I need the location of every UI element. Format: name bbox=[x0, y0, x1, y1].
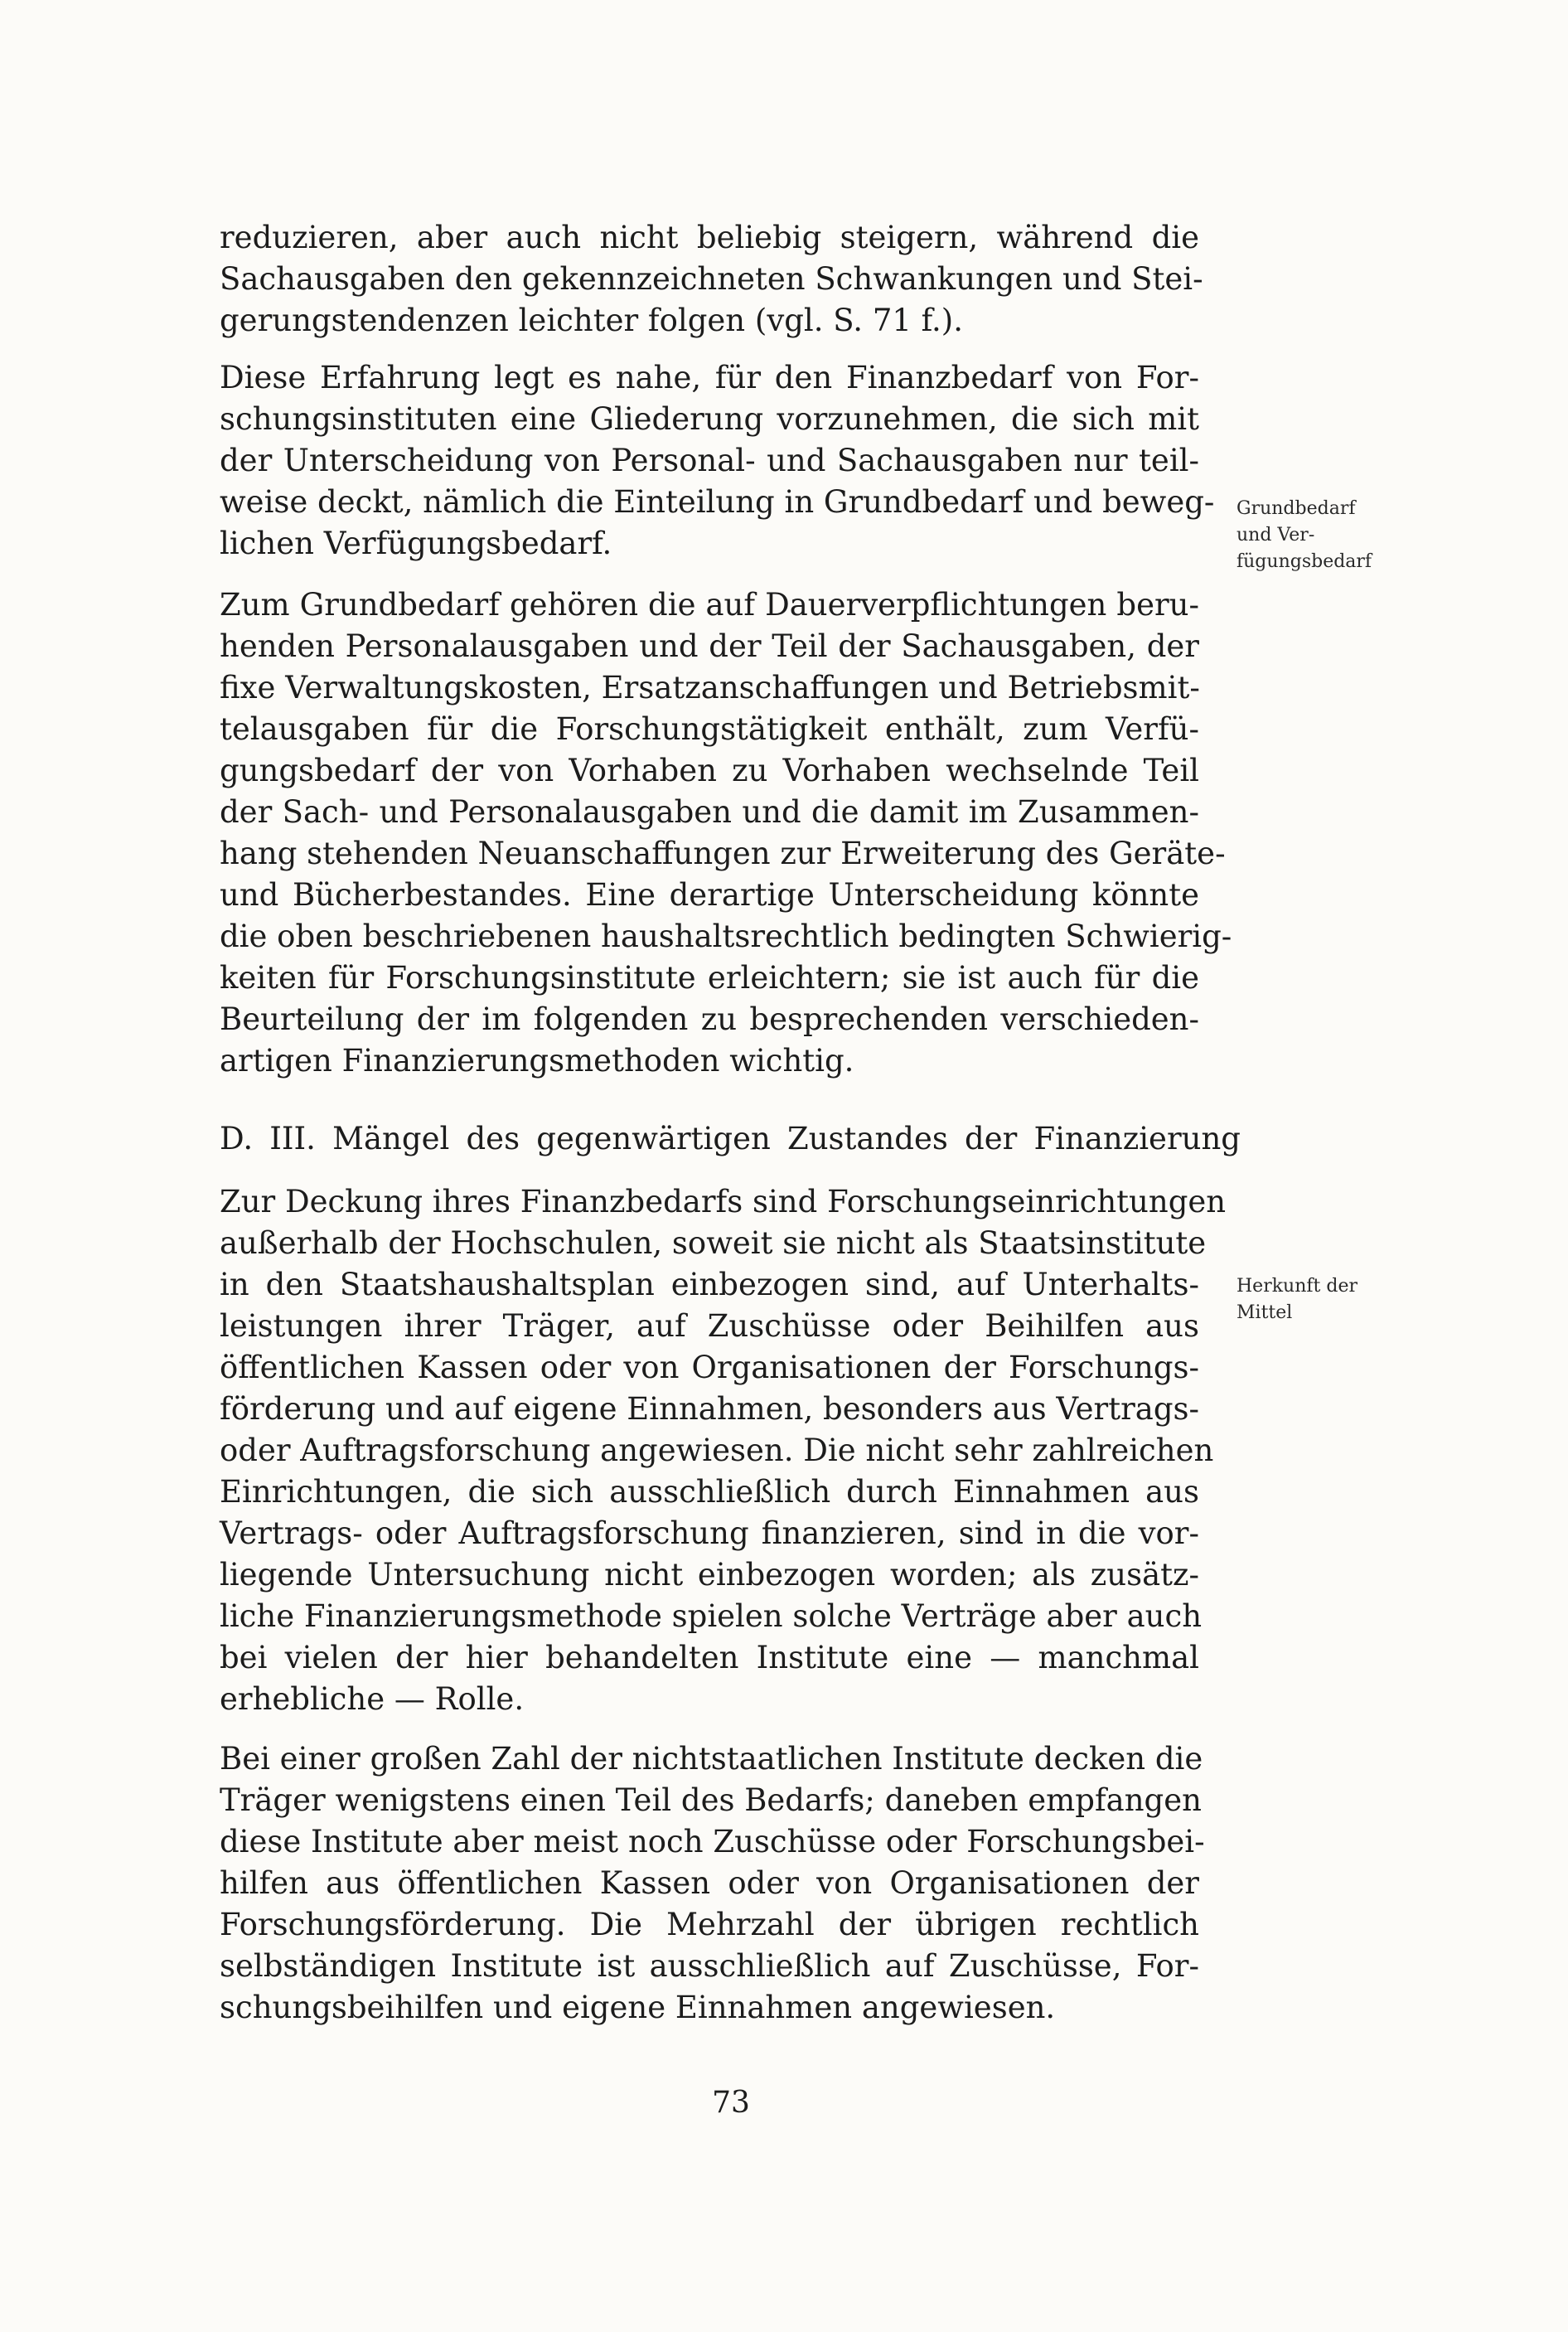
text-line: erhebliche — Rolle. bbox=[220, 1681, 525, 1717]
text-line: artigen Finanzierungsmethoden wichtig. bbox=[220, 1043, 854, 1079]
text-line: selbständigen Institute ist ausschließlich auf Zuschüsse, For- bbox=[220, 1948, 1199, 1984]
section-heading: D. III. Mängel des gegenwärtigen Zustandes der Finanzierung bbox=[220, 1121, 1241, 1156]
text-line: außerhalb der Hochschulen, soweit sie nicht als Staatsinstitute bbox=[220, 1225, 1207, 1261]
paragraph-2 bbox=[220, 357, 1215, 565]
text-line: Bei einer großen Zahl der nichtstaatlichen Institute decken die bbox=[220, 1741, 1203, 1777]
text-line: Träger wenigstens einen Teil des Bedarfs; daneben empfangen bbox=[220, 1782, 1202, 1818]
text-line: lichen Verfügungsbedarf. bbox=[220, 526, 612, 561]
text-line: die oben beschriebenen haushaltsrechtlich bedingten Schwierig- bbox=[220, 919, 1232, 954]
text-line: keiten für Forschungsinstitute erleichtern; sie ist auch für die bbox=[220, 960, 1199, 996]
margin-note-line: fügungsbedarf bbox=[1236, 551, 1372, 572]
text-line: hilfen aus öffentlichen Kassen oder von Organisationen der bbox=[220, 1865, 1199, 1901]
text-line: hang stehenden Neuanschaffungen zur Erweiterung des Geräte- bbox=[220, 836, 1226, 871]
page-number: 73 bbox=[712, 2086, 750, 2120]
text-line: liegende Untersuchung nicht einbezogen worden; als zusätz- bbox=[220, 1557, 1199, 1593]
text-line: Vertrags- oder Auftragsforschung finanzieren, sind in die vor- bbox=[220, 1515, 1199, 1551]
text-line: gerungstendenzen leichter folgen (vgl. S. 71 f.). bbox=[220, 303, 963, 338]
margin-note-herkunft bbox=[1236, 1273, 1435, 1326]
text-line: telausgaben für die Forschungstätigkeit enthält, zum Verfü- bbox=[220, 711, 1199, 747]
margin-note-line: Mittel bbox=[1236, 1302, 1293, 1323]
text-line: leistungen ihrer Träger, auf Zuschüsse oder Beihilfen aus bbox=[220, 1308, 1199, 1344]
margin-note-line: Grundbedarf bbox=[1236, 498, 1356, 519]
text-line: Forschungsförderung. Die Mehrzahl der übrigen rechtlich bbox=[220, 1907, 1199, 1942]
text-line: öffentlichen Kassen oder von Organisationen der Forschungs- bbox=[220, 1350, 1199, 1385]
text-line: der Unterscheidung von Personal- und Sachausgaben nur teil- bbox=[220, 443, 1199, 478]
margin-note-line: Herkunft der bbox=[1236, 1276, 1357, 1297]
text-line: schungsbeihilfen und eigene Einnahmen angewiesen. bbox=[220, 1990, 1056, 2025]
text-line: Zum Grundbedarf gehören die auf Dauerverpflichtungen beru- bbox=[220, 587, 1199, 623]
text-line: weise deckt, nämlich die Einteilung in Grundbedarf und beweg- bbox=[220, 484, 1215, 520]
text-line: oder Auftragsforschung angewiesen. Die nicht sehr zahlreichen bbox=[220, 1433, 1214, 1468]
text-line: Diese Erfahrung legt es nahe, für den Finanzbedarf von For- bbox=[220, 360, 1199, 395]
text-line: und Bücherbestandes. Eine derartige Unterscheidung könnte bbox=[220, 877, 1199, 913]
text-line: fixe Verwaltungskosten, Ersatzanschaffungen und Betriebsmit- bbox=[220, 670, 1200, 705]
paragraph-1 bbox=[220, 217, 1203, 342]
text-line: diese Institute aber meist noch Zuschüsse oder Forschungsbei- bbox=[220, 1824, 1205, 1859]
text-line: Beurteilung der im folgenden zu besprechenden verschieden- bbox=[220, 1001, 1199, 1037]
text-line: förderung und auf eigene Einnahmen, besonders aus Vertrags- bbox=[220, 1391, 1200, 1427]
margin-note-grundbedarf bbox=[1236, 496, 1435, 575]
margin-note-line: und Ver- bbox=[1236, 525, 1315, 545]
text-line: Einrichtungen, die sich ausschließlich durch Einnahmen aus bbox=[220, 1474, 1199, 1510]
text-line: Sachausgaben den gekennzeichneten Schwankungen und Stei- bbox=[220, 261, 1203, 297]
text-line: reduzieren, aber auch nicht beliebig steigern, während die bbox=[220, 220, 1199, 255]
text-line: gungsbedarf der von Vorhaben zu Vorhaben wechselnde Teil bbox=[220, 753, 1199, 788]
paragraph-5 bbox=[220, 1738, 1205, 2029]
text-line: in den Staatshaushaltsplan einbezogen sind, auf Unterhalts- bbox=[220, 1267, 1199, 1302]
text-line: schungsinstituten eine Gliederung vorzunehmen, die sich mit bbox=[220, 401, 1199, 437]
text-line: bei vielen der hier behandelten Institute eine — manchmal bbox=[220, 1640, 1199, 1675]
text-line: Zur Deckung ihres Finanzbedarfs sind Forschungseinrichtungen bbox=[220, 1184, 1227, 1219]
text-line: der Sach- und Personalausgaben und die damit im Zusammen- bbox=[220, 794, 1199, 830]
paragraph-3 bbox=[220, 584, 1232, 1082]
paragraph-4 bbox=[220, 1181, 1227, 1720]
text-line: liche Finanzierungsmethode spielen solche Verträge aber auch bbox=[220, 1598, 1203, 1634]
text-line: henden Personalausgaben und der Teil der Sachausgaben, der bbox=[220, 628, 1199, 664]
